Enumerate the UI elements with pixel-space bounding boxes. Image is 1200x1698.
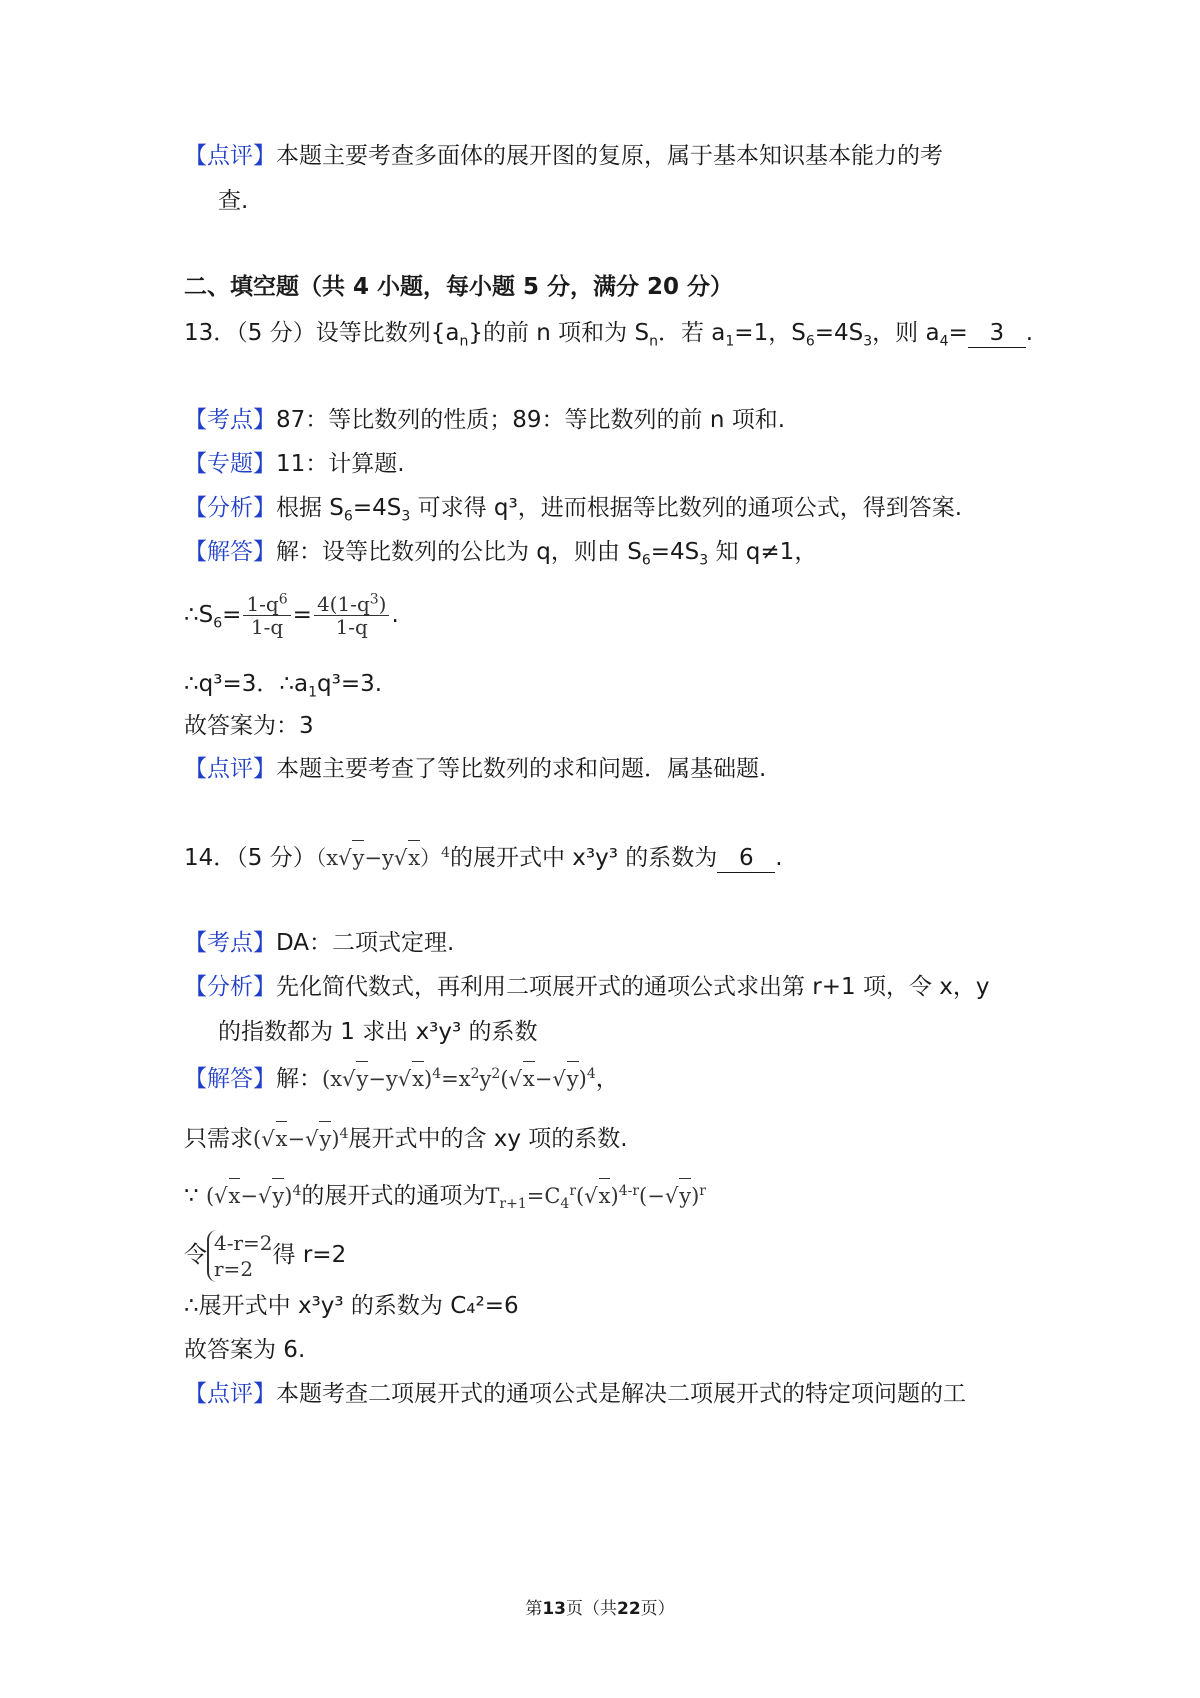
q14-point-text: DA：二项式定理. <box>276 930 455 956</box>
q13-review-line <box>184 753 1050 785</box>
q14-review-text: 本题考查二项展开式的通项公式是解决二项展开式的特定项问题的工 <box>276 1381 966 1407</box>
footer-pre: 第 <box>525 1599 543 1619</box>
q14-answer-line: 【解答】解：$(x√y-y√x)^4=x^2y^2(√x-√y)^4$， <box>184 1061 1050 1095</box>
q13-review-text: 本题主要考查了等比数列的求和问题．属基础题. <box>276 756 767 782</box>
q14-equation-system: 4-r=2 r=2 <box>207 1230 273 1282</box>
q14-only-need-line <box>184 1121 1050 1155</box>
q13-formula-line: $\therefore S_6=$ $\frac{1-q^6}{1-q}$ = $\frac{4(1-q^3)}{1-q}$ . <box>184 591 399 639</box>
footer-page-number: 13 <box>542 1599 566 1619</box>
q14-final-line: 故答案为 6. <box>184 1337 306 1363</box>
q14-only-need-prefix: 只需求 <box>184 1126 253 1152</box>
prev-review-line <box>184 140 1050 172</box>
q13-topic-line <box>184 448 1050 480</box>
q14-expand-formula: $(x√y-y√x)^4=x^2y^2(√x-√y)^4$ <box>322 1067 596 1091</box>
q14-analysis-line1: 先化简代数式，再利用二项展开式的通项公式求出第 r+1 项，令 x，y <box>276 974 990 1000</box>
prev-review-text: 本题主要考查多面体的展开图的复原，属于基本知识基本能力的考 <box>276 143 943 169</box>
q13-topic-text: 11：计算题. <box>276 451 405 477</box>
review-tag: 【点评】 <box>184 1381 276 1407</box>
q13-final-line: 故答案为：3 <box>184 713 314 739</box>
q14-expression: $(x√y-y√x)^4$ <box>316 846 450 870</box>
q14-score: （5 分） <box>236 845 316 871</box>
q14-point-line <box>184 927 1050 959</box>
q14-because-mid: 的展开式的通项为 <box>301 1183 486 1209</box>
q13-point-line <box>184 404 1050 436</box>
q14-system-line <box>184 1227 1050 1283</box>
analysis-tag: 【分析】 <box>184 974 276 1000</box>
point-tag: 【考点】 <box>184 930 276 956</box>
review-tag: 【点评】 <box>184 143 276 169</box>
page-footer <box>0 1594 1200 1619</box>
q14-only-need-suffix: 展开式中的含 xy 项的系数. <box>348 1126 628 1152</box>
q14-sub-expression: $(√x-√y)^4$ <box>253 1127 348 1151</box>
q14-let-prefix: 令 <box>184 1242 207 1268</box>
q14-general-term: $T_{r+1}=C_4^r(√x)^{4-r}(-√y)^r$ <box>485 1184 706 1208</box>
q14-coef-line: ∴展开式中 x³y³ 的系数为 C₄²=6 <box>184 1293 519 1319</box>
q14-review-line <box>184 1378 1050 1410</box>
q14-answer-blank: 6 <box>717 844 775 873</box>
point-tag: 【考点】 <box>184 407 276 433</box>
q13-number: 13． <box>184 320 237 346</box>
q14-stem: 14．（5 分）$(x√y-y√x)^4$的展开式中 x³y³ 的系数为 6 . <box>184 840 1050 874</box>
q13-score: （5 分） <box>236 320 316 346</box>
topic-tag: 【专题】 <box>184 451 276 477</box>
q13-stem: 13．（5 分）设等比数列$\{a_n\}$的前 n 项和为 $S_n$．若 $a_1=1$，$S_6=4S_3$，则 $a_4= 3$ . <box>184 320 1034 350</box>
q13-fraction-right: $\frac{4(1-q^3)}{1-q}$ <box>314 593 390 638</box>
q13-answer-blank: 3 <box>968 319 1026 348</box>
q13-analysis-line: 【分析】根据 $S_6=4S_3$ 可求得 q³，进而根据等比数列的通项公式，得到答案. <box>184 495 963 525</box>
q13-fraction-left: $\frac{1-q^6}{1-q}$ <box>243 593 290 638</box>
q13-analysis-text: 可求得 q³，进而根据等比数列的通项公式，得到答案. <box>417 495 963 521</box>
footer-post: 页） <box>640 1599 675 1619</box>
q14-analysis-line <box>184 971 1050 1003</box>
q14-number: 14． <box>184 845 237 871</box>
q13-q3-line: ∴q³=3．$\therefore a_1q^3=3$. <box>184 671 383 701</box>
q13-point-text: 87：等比数列的性质；89：等比数列的前 n 项和. <box>276 407 786 433</box>
section-title: 二、填空题（共 4 小题，每小题 5 分，满分 20 分） <box>184 274 734 300</box>
answer-tag: 【解答】 <box>184 539 276 565</box>
review-tag: 【点评】 <box>184 756 276 782</box>
analysis-tag: 【分析】 <box>184 495 276 521</box>
prev-review-continuation: 查. <box>218 188 249 214</box>
q14-analysis-line2: 的指数都为 1 求出 x³y³ 的系数 <box>218 1019 538 1045</box>
q14-because-line: ∵ $(√x-√y)^4$的展开式的通项为$T_{r+1}=C_4^r(√x)^{4-r}(-√y)^r$ <box>184 1178 1050 1212</box>
footer-total-pages: 22 <box>617 1599 641 1619</box>
q14-because-expr: $(√x-√y)^4$ <box>206 1184 301 1208</box>
answer-tag: 【解答】 <box>184 1066 276 1092</box>
q13-answer-line: 【解答】解：设等比数列的公比为 q，则由 $S_6=4S_3$ 知 q≠1， <box>184 539 818 569</box>
footer-mid: 页（共 <box>566 1599 617 1619</box>
q14-get-r: 得 r=2 <box>272 1242 347 1268</box>
